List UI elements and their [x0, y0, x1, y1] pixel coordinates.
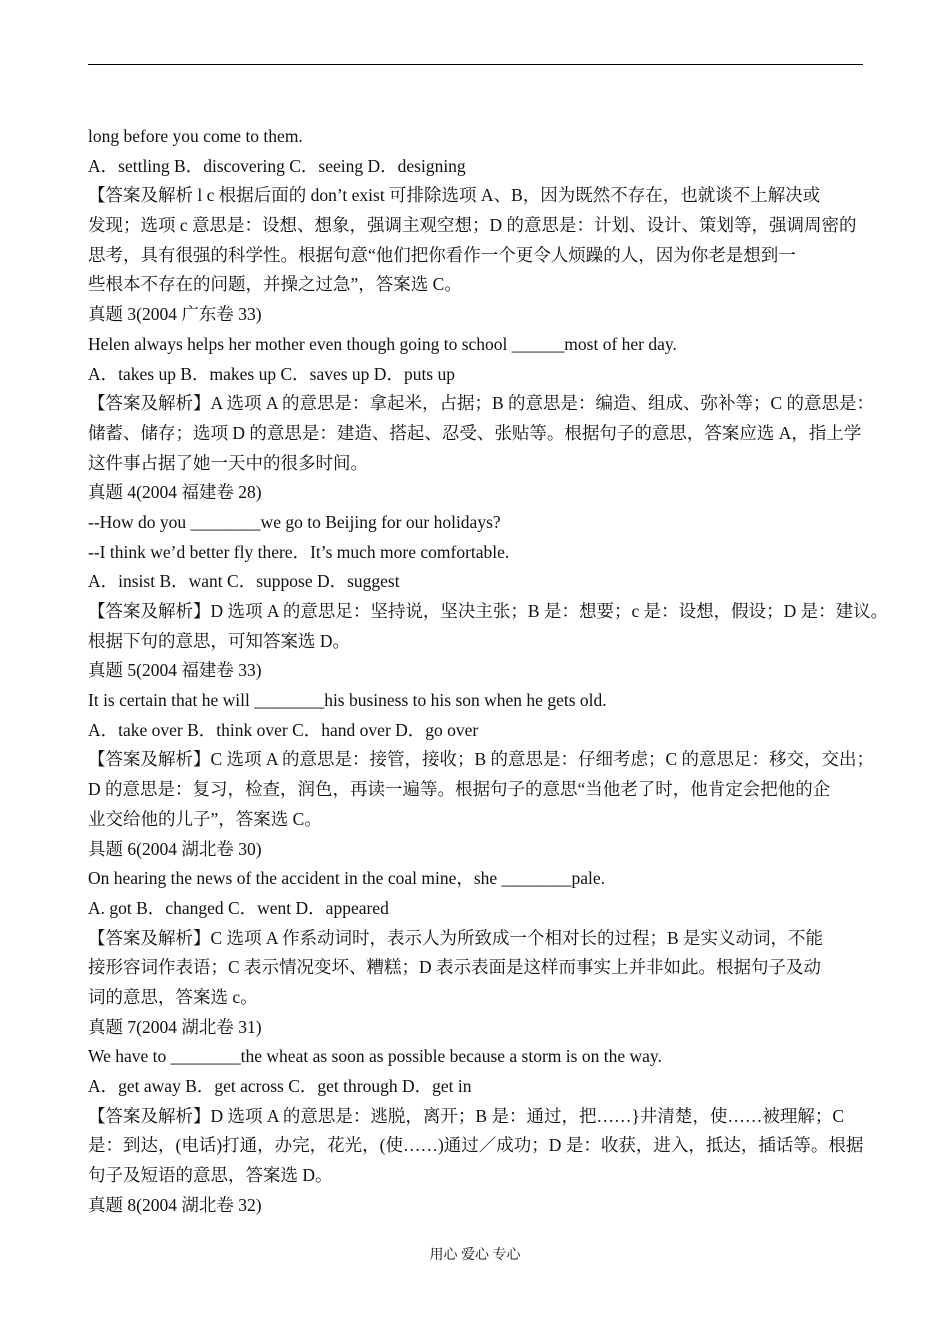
answer-options: A．takes up B．makes up C．saves up D．puts up: [88, 363, 455, 384]
explanation-line: 业交给他的儿子”，答案选 C。: [88, 808, 322, 829]
explanation-line: 思考，具有很强的科学性。根据句意“他们把你看作一个更令人烦躁的人，因为你老是想到一: [88, 244, 796, 265]
answer-options: A. got B．changed C．went D．appeared: [88, 897, 389, 918]
question-heading: 真题 8(2004 湖北卷 32): [88, 1194, 262, 1215]
question-text: Helen always helps her mother even though going to school ______most of her day.: [88, 333, 677, 354]
explanation-line: 储蓄、储存；选项 D 的意思是：建造、搭起、忍受、张贴等。根据句子的意思，答案应选 A，指上学: [88, 422, 862, 443]
explanation-line: 些根本不存在的问题，并操之过急”，答案选 C。: [88, 274, 462, 295]
explanation-line: 【答案及解析】D 选项 A 的意思是：逃脱，离开；B 是：通过，把……}井清楚，使……被理解；C: [88, 1105, 845, 1126]
explanation-line: 根据下句的意思，可知答案选 D。: [88, 630, 351, 651]
question-heading: 真题 5(2004 福建卷 33): [88, 660, 262, 681]
question-heading: 具题 6(2004 湖北卷 30): [88, 838, 262, 859]
question-text: We have to ________the wheat as soon as possible because a storm is on the way.: [88, 1046, 662, 1067]
explanation-line: 这件事占据了她一天中的很多时间。: [88, 452, 368, 473]
explanation-line: 接形容词作表语；C 表示情况变坏、糟糕；D 表示表面是这样而事实上并非如此。根据句子及动: [88, 957, 822, 978]
explanation-line: 【答案及解析】D 选项 A 的意思足：坚持说，坚决主张；B 是：想要；c 是：设想，假设；D 是：建议。: [88, 601, 889, 621]
question-heading: 真题 7(2004 湖北卷 31): [88, 1016, 262, 1037]
question-text: On hearing the news of the accident in the coal mine，she ________pale.: [88, 868, 606, 889]
page-footer: 用心 爱心 专心: [429, 1248, 521, 1263]
explanation-line: 【答案及解析】A 选项 A 的意思是：拿起米，占据；B 的意思是：编造、组成、弥补等；C 的意思是：: [88, 393, 875, 414]
answer-options: A．take over B．think over C．hand over D．go over: [88, 719, 479, 740]
question-text: --How do you ________we go to Beijing for our holidays?: [88, 511, 501, 532]
question-heading: 真题 3(2004 广东卷 33): [88, 304, 262, 325]
question-heading: 真题 4(2004 福建卷 28): [88, 482, 262, 503]
explanation-line: 【答案及解析】C 选项 A 作系动词时，表示人为所致成一个相对长的过程；B 是实义动词，不能: [88, 927, 824, 948]
explanation-line: 发现；选项 c 意思是：设想、想象，强调主观空想；D 的意思是：计划、设计、策划等，强调周密的: [88, 215, 857, 236]
explanation-line: 句子及短语的意思，答案选 D。: [88, 1165, 333, 1186]
header-rule: [88, 64, 863, 65]
answer-options: A．get away B．get across C．get through D．get in: [88, 1076, 472, 1096]
answer-options: A．insist B．want C．suppose D．suggest: [88, 571, 400, 592]
explanation-line: D 的意思是：复习，检查，润色，再读一遍等。根据句子的意思“当他老了时，他肯定会把他的企: [88, 779, 831, 800]
answer-options: A．settling B．discovering C．seeing D．designing: [88, 155, 466, 176]
explanation-line: 词的意思，答案选 c。: [88, 986, 258, 1007]
question-text: --I think we’d better fly there．It’s much more comfortable.: [88, 541, 510, 562]
text-line: long before you come to them.: [88, 126, 303, 146]
document-body: [88, 122, 889, 1220]
explanation-line: 【答案及解析 l c 根据后面的 don’t exist 可排除选项 A、B，因为既然不存在，也就谈不上解决或: [88, 185, 821, 206]
question-text: It is certain that he will ________his business to his son when he gets old.: [88, 690, 607, 711]
explanation-line: 是：到达，(电话)打通，办完，花光，(使……)通过／成功；D 是：收获，进入，抵达，插话等。根据: [88, 1135, 864, 1156]
explanation-line: 【答案及解析】C 选项 A 的意思是：接管，接收；B 的意思是：仔细考虑；C 的意思足：移交，交出；: [88, 749, 875, 770]
